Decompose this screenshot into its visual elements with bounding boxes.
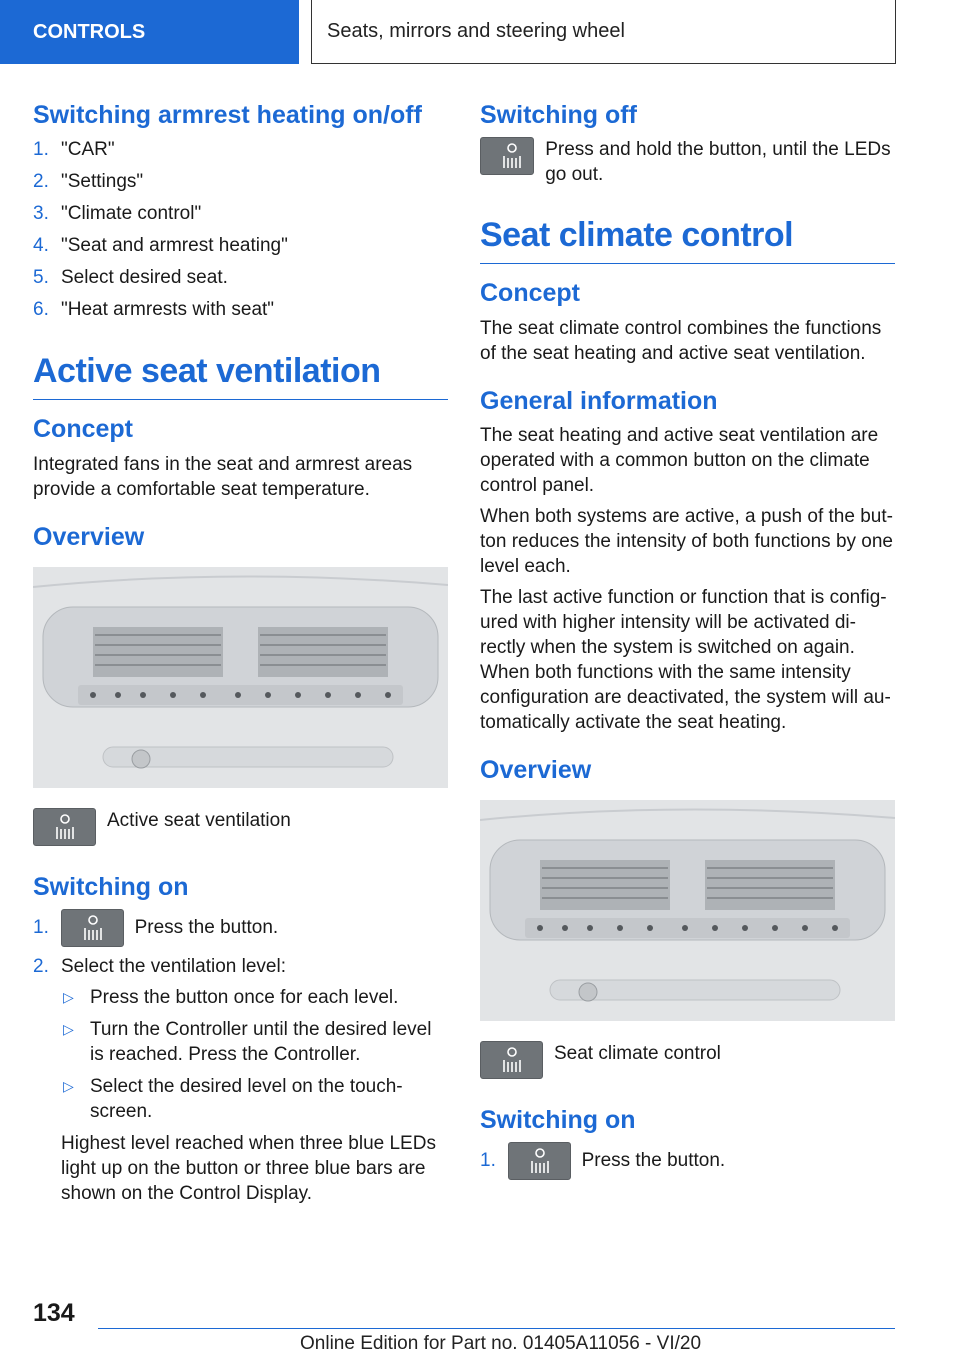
- bullet-icon: ▷: [63, 1021, 74, 1038]
- list-item: [61, 985, 448, 1010]
- list-item: [33, 954, 448, 1206]
- bullet-icon: ▷: [63, 1078, 74, 1095]
- seat-ventilation-button-icon: [33, 808, 96, 846]
- climate-panel-photo: [480, 800, 895, 1021]
- page-number: 134: [33, 1299, 75, 1327]
- step-text: "Settings": [61, 171, 144, 193]
- list-item: [33, 137, 448, 162]
- general-paragraph: The seat heating and active seat ventilation are operated with a common button on the climate control panel.: [480, 424, 879, 496]
- list-item: [33, 909, 448, 947]
- step-text: "Climate control": [61, 203, 202, 225]
- seat-ventilation-button-icon: [480, 137, 534, 175]
- switch-off-row: [480, 137, 895, 187]
- list-item: [33, 265, 448, 290]
- highest-level-text: Highest level reached when three blue LEDs light up on the button or three blue bars are shown on the Control Display.: [61, 1133, 436, 1205]
- icon-caption: Active seat ventilation: [107, 809, 291, 831]
- seat-climate-button-icon: [480, 1041, 543, 1079]
- list-item: [61, 1074, 448, 1124]
- step-text: "CAR": [61, 139, 115, 161]
- step-text: "Seat and armrest heating": [61, 235, 288, 257]
- list-item: [33, 169, 448, 194]
- list-item: [33, 297, 448, 322]
- concept-heading: Concept: [480, 279, 580, 308]
- ventilation-title: Active seat ventilation: [33, 349, 448, 400]
- armrest-steps: [33, 137, 448, 322]
- list-item: [61, 1017, 448, 1067]
- dashboard-illustration: [33, 567, 448, 788]
- list-item: [480, 1142, 895, 1180]
- footer-edition: Online Edition for Part no. 01405A11056 - VI/20: [300, 1333, 702, 1354]
- header-title: Seats, mirrors and steering wheel: [327, 20, 625, 42]
- step-number: 2.: [33, 956, 49, 978]
- icon-caption-row: [480, 1041, 895, 1079]
- option-text: Turn the Controller until the desired level is reached. Press the Controller.: [90, 1019, 432, 1066]
- step-text: Select desired seat.: [61, 267, 228, 289]
- footer-divider: [98, 1328, 895, 1329]
- switch-on-steps: [33, 909, 448, 1206]
- concept-text: Integrated fans in the seat and armrest areas provide a comfortable seat temperature.: [33, 453, 413, 500]
- switch-on-heading: Switching on: [33, 872, 189, 901]
- seat-ventilation-button-icon: [61, 909, 124, 947]
- seat-climate-button-icon: [508, 1142, 571, 1180]
- concept-heading: Concept: [33, 415, 133, 444]
- option-text: Select the desired level on the touch-screen.: [90, 1076, 403, 1123]
- switch-on-heading: Switching on: [480, 1106, 636, 1135]
- page-header: [311, 0, 896, 64]
- step-number: 6.: [33, 299, 49, 321]
- step-text: "Heat armrests with seat": [61, 299, 275, 321]
- overview-heading: Overview: [33, 522, 145, 551]
- overview-heading: Overview: [480, 755, 592, 784]
- concept-text: The seat climate control combines the functions of the seat heating and active seat ventilation.: [480, 317, 882, 364]
- climate-panel-photo: [33, 567, 448, 788]
- dashboard-illustration: [480, 800, 895, 1021]
- icon-caption-row: [33, 808, 448, 846]
- armrest-heading: Switching armrest heating on/off: [33, 101, 422, 129]
- climate-title: Seat climate control: [480, 213, 895, 264]
- general-heading: General information: [480, 386, 718, 415]
- general-paragraph: The last active function or function that is config-ured with higher intensity will be activated di-rectly when the system is switched on again. When both functions with the same intensity configuration are deactivated, the system will au-tomatically activate the seat heating.: [480, 586, 891, 733]
- step-text: Press the button.: [134, 917, 279, 939]
- option-text: Press the button once for each level.: [90, 987, 399, 1009]
- step-number: 5.: [33, 267, 49, 289]
- step-number: 3.: [33, 203, 49, 225]
- list-item: [33, 201, 448, 226]
- bullet-icon: ▷: [63, 989, 74, 1006]
- switch-on-steps: [480, 1142, 895, 1180]
- step-text: Press the button.: [581, 1150, 726, 1172]
- step-number: 2.: [33, 171, 49, 193]
- list-item: [33, 233, 448, 258]
- switch-off-text: Press and hold the button, until the LEDs go out.: [545, 139, 891, 186]
- step-text: Select the ventilation level:: [61, 956, 286, 978]
- step-number: 1.: [480, 1150, 496, 1172]
- right-column: [480, 100, 895, 1187]
- section-label: CONTROLS: [33, 20, 146, 43]
- left-column: [33, 100, 448, 1213]
- general-paragraph: When both systems are active, a push of the but-ton reduces the intensity of both functions by one level each.: [480, 505, 893, 577]
- section-tab: [0, 0, 299, 64]
- step-number: 1.: [33, 917, 49, 939]
- step-number: 1.: [33, 139, 49, 161]
- level-options: [61, 985, 448, 1124]
- step-number: 4.: [33, 235, 49, 257]
- switch-off-heading: Switching off: [480, 101, 637, 129]
- icon-caption: Seat climate control: [554, 1043, 721, 1065]
